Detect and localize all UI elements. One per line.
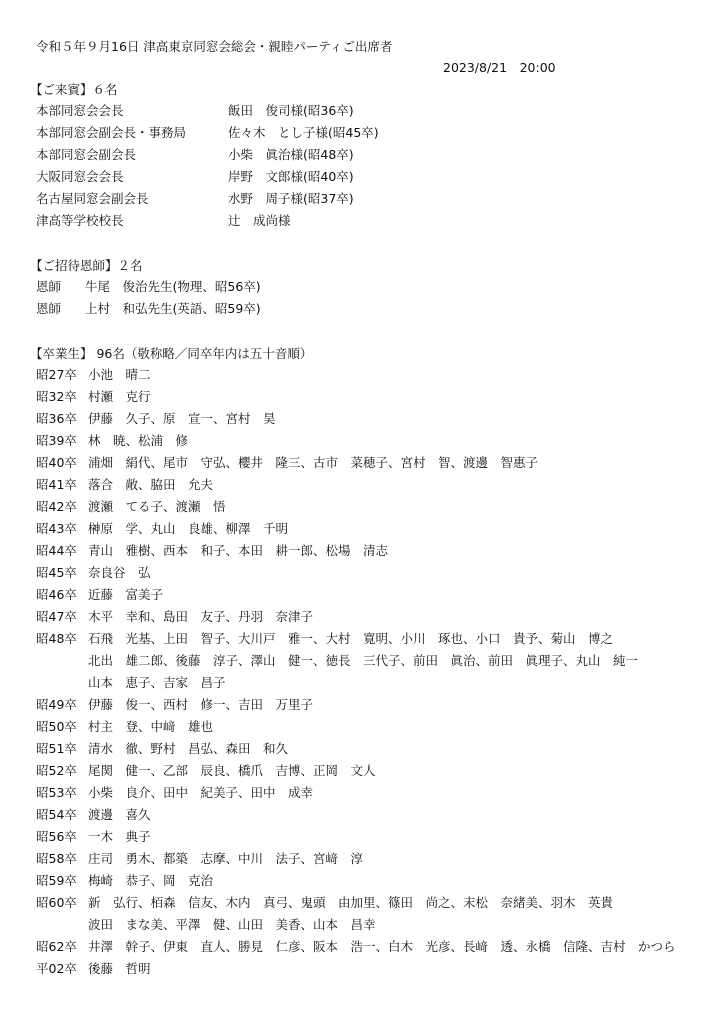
guest-name: 小柴 眞治様(昭48卒)	[228, 147, 354, 162]
graduation-year: 昭50卒	[36, 719, 77, 734]
alumni-names: 村主 登、中﨑 雄也	[88, 719, 214, 734]
teachers-header: 【ご招待恩師】２名	[30, 258, 143, 273]
alumni-names: 北出 雄二郎、後藤 淳子、澤山 健一、徳長 三代子、前田 眞治、前田 眞理子、丸山 純一	[88, 653, 639, 668]
teacher-role: 恩師	[36, 301, 62, 316]
alumni-names: 榊原 学、丸山 良雄、柳澤 千明	[88, 521, 289, 536]
alumni-names: 尾関 健一、乙部 辰良、橋爪 吉博、正岡 文人	[88, 763, 376, 778]
alumni-row	[36, 719, 696, 735]
graduation-year: 昭43卒	[36, 521, 77, 536]
alumni-names: 清水 徹、野村 昌弘、森田 和久	[88, 741, 289, 756]
graduation-year: 昭36卒	[36, 411, 77, 426]
alumni-row	[36, 433, 696, 449]
guest-row	[36, 213, 696, 229]
graduation-year: 昭53卒	[36, 785, 77, 800]
graduation-year: 昭39卒	[36, 433, 77, 448]
graduation-year: 昭49卒	[36, 697, 77, 712]
alumni-names: 伊藤 久子、原 宣一、宮村 昊	[88, 411, 276, 426]
alumni-row	[36, 763, 696, 779]
alumni-header: 【卒業生】 96名（敬称略／同卒年内は五十音順）	[30, 346, 313, 361]
guest-role: 大阪同窓会会長	[36, 169, 124, 184]
graduation-year: 昭27卒	[36, 367, 77, 382]
graduation-year: 昭51卒	[36, 741, 77, 756]
guest-role: 名古屋同窓会副会長	[36, 191, 149, 206]
alumni-names: 一木 典子	[88, 829, 151, 844]
alumni-row	[36, 609, 696, 625]
alumni-names: 梅崎 恭子、岡 克治	[88, 873, 214, 888]
alumni-row	[36, 543, 696, 559]
graduation-year: 昭58卒	[36, 851, 77, 866]
document-title: 令和５年９月16日 津高東京同窓会総会・親睦パーティご出席者	[36, 39, 393, 54]
graduation-year: 昭41卒	[36, 477, 77, 492]
guest-role: 本部同窓会副会長・事務局	[36, 125, 187, 140]
alumni-names: 落合 敞、脇田 允夫	[88, 477, 214, 492]
graduation-year: 昭62卒	[36, 939, 77, 954]
graduation-year: 昭46卒	[36, 587, 77, 602]
alumni-row	[36, 939, 696, 955]
teacher-name: 上村 和弘先生(英語、昭59卒)	[85, 301, 261, 316]
guest-role: 本部同窓会副会長	[36, 147, 137, 162]
guest-row	[36, 191, 696, 207]
alumni-row	[36, 785, 696, 801]
alumni-row	[36, 367, 696, 383]
alumni-row	[36, 631, 696, 647]
guest-row	[36, 169, 696, 185]
teacher-row	[36, 301, 696, 317]
guest-name: 辻 成尚様	[228, 213, 291, 228]
alumni-names: 庄司 勇木、都築 志摩、中川 法子、宮﨑 淳	[88, 851, 364, 866]
guests-header: 【ご来賓】６名	[30, 82, 118, 97]
graduation-year: 昭47卒	[36, 609, 77, 624]
graduation-year: 昭32卒	[36, 389, 77, 404]
guest-role: 津高等学校校長	[36, 213, 124, 228]
guest-name: 水野 周子様(昭37卒)	[228, 191, 354, 206]
guest-name: 飯田 俊司様(昭36卒)	[228, 103, 354, 118]
alumni-row	[36, 829, 696, 845]
graduation-year: 昭42卒	[36, 499, 77, 514]
teacher-role: 恩師	[36, 279, 62, 294]
timestamp: 2023/8/21 20:00	[443, 60, 556, 75]
alumni-row	[36, 675, 696, 691]
graduation-year: 昭45卒	[36, 565, 77, 580]
guest-name: 佐々木 とし子様(昭45卒)	[228, 125, 379, 140]
guest-role: 本部同窓会会長	[36, 103, 124, 118]
alumni-row	[36, 565, 696, 581]
alumni-names: 渡邊 喜久	[88, 807, 151, 822]
alumni-row	[36, 499, 696, 515]
alumni-names: 林 暁、松浦 修	[88, 433, 189, 448]
alumni-names: 井澤 幹子、伊東 直人、勝見 仁彦、阪本 浩一、白木 光彦、長﨑 透、永橋 信隆、吉村 かつら	[88, 939, 676, 954]
alumni-row	[36, 917, 696, 933]
alumni-names: 渡瀬 てる子、渡瀬 悟	[88, 499, 226, 514]
alumni-names: 山本 恵子、吉家 昌子	[88, 675, 226, 690]
alumni-row	[36, 741, 696, 757]
alumni-names: 木平 幸和、島田 友子、丹羽 奈津子	[88, 609, 314, 624]
guest-row	[36, 125, 696, 141]
alumni-names: 伊藤 俊一、西村 修一、吉田 万里子	[88, 697, 314, 712]
alumni-row	[36, 807, 696, 823]
guest-row	[36, 103, 696, 119]
alumni-names: 後藤 哲明	[88, 961, 151, 976]
alumni-row	[36, 477, 696, 493]
graduation-year: 昭54卒	[36, 807, 77, 822]
alumni-names: 石飛 光基、上田 智子、大川戸 雅一、大村 寛明、小川 琢也、小口 貴予、菊山 博之	[88, 631, 614, 646]
guest-row	[36, 147, 696, 163]
graduation-year: 昭52卒	[36, 763, 77, 778]
alumni-row	[36, 873, 696, 889]
alumni-row	[36, 389, 696, 405]
alumni-row	[36, 653, 696, 669]
alumni-row	[36, 587, 696, 603]
alumni-row	[36, 455, 696, 471]
teacher-name: 牛尾 俊治先生(物理、昭56卒)	[85, 279, 261, 294]
alumni-row	[36, 521, 696, 537]
guest-name: 岸野 文郎様(昭40卒)	[228, 169, 354, 184]
graduation-year: 昭48卒	[36, 631, 77, 646]
alumni-names: 波田 まな美、平澤 健、山田 美香、山本 昌幸	[88, 917, 376, 932]
alumni-names: 小柴 良介、田中 紀美子、田中 成幸	[88, 785, 314, 800]
alumni-names: 新 弘行、栢森 信友、木内 真弓、鬼頭 由加里、篠田 尚之、末松 奈緒美、羽木 英貴	[88, 895, 614, 910]
alumni-row	[36, 697, 696, 713]
alumni-names: 近藤 富美子	[88, 587, 164, 602]
graduation-year: 昭60卒	[36, 895, 77, 910]
graduation-year: 昭44卒	[36, 543, 77, 558]
alumni-names: 奈良谷 弘	[88, 565, 151, 580]
graduation-year: 平02卒	[36, 961, 77, 976]
graduation-year: 昭59卒	[36, 873, 77, 888]
graduation-year: 昭40卒	[36, 455, 77, 470]
alumni-row	[36, 895, 696, 911]
teacher-row	[36, 279, 696, 295]
alumni-names: 浦畑 絹代、尾市 守弘、櫻井 隆三、古市 菜穂子、宮村 智、渡邊 智惠子	[88, 455, 539, 470]
alumni-names: 青山 雅樹、西本 和子、本田 耕一郎、松場 清志	[88, 543, 389, 558]
alumni-row	[36, 851, 696, 867]
graduation-year: 昭56卒	[36, 829, 77, 844]
alumni-row	[36, 961, 696, 977]
alumni-names: 小池 晴二	[88, 367, 151, 382]
alumni-row	[36, 411, 696, 427]
alumni-names: 村瀬 克行	[88, 389, 151, 404]
